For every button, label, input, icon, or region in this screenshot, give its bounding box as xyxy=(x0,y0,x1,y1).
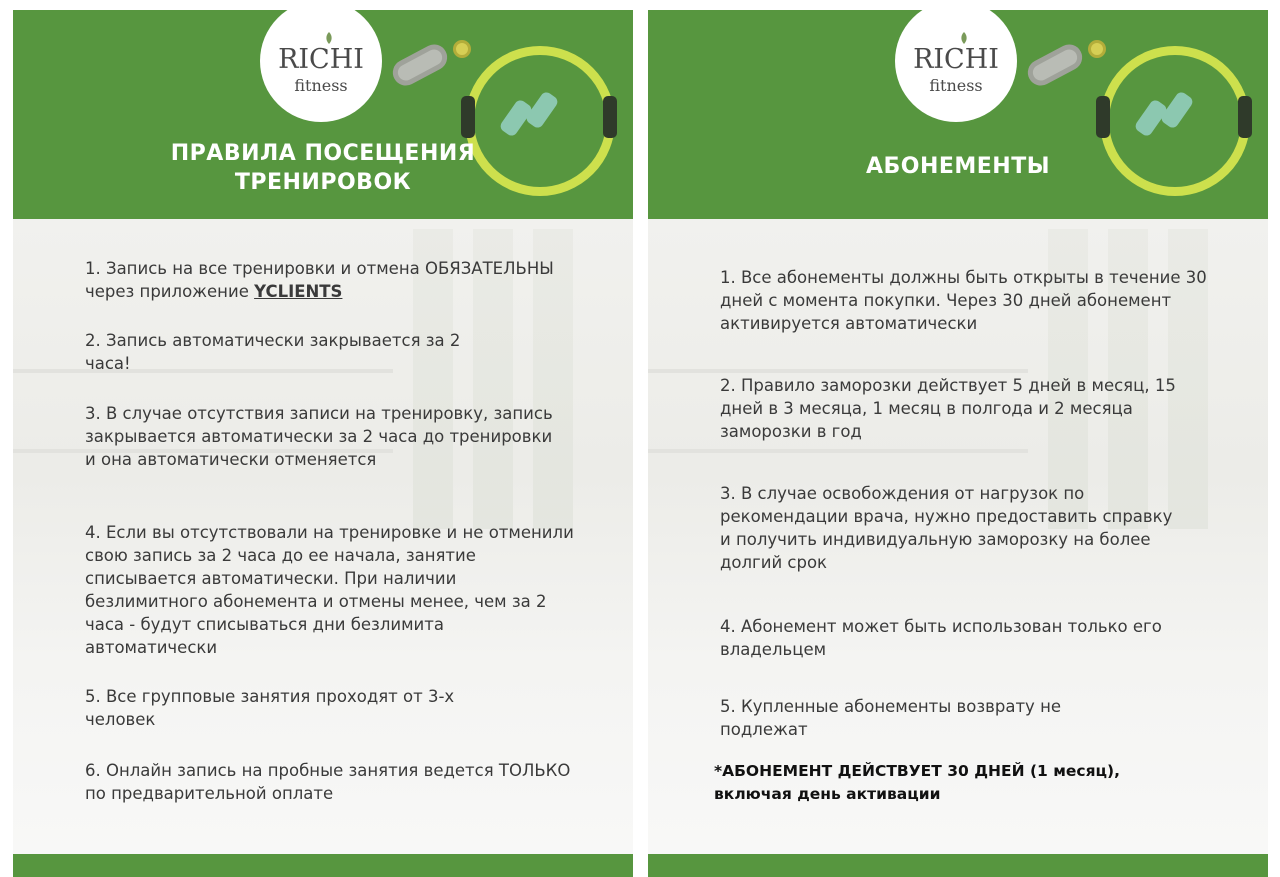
title-line: ПРАВИЛА ПОСЕЩЕНИЯ xyxy=(170,141,476,166)
resistance-band-image xyxy=(388,40,451,90)
brand-name: RICHI xyxy=(913,44,999,75)
leaf-icon xyxy=(959,32,969,44)
rule-item: 6. Онлайн запись на пробные занятия ведется ТОЛЬКО по предварительной оплате xyxy=(85,761,571,803)
ring-handle-image xyxy=(603,96,617,138)
header-banner xyxy=(648,10,1268,219)
leaf-icon xyxy=(324,32,334,44)
note-line: включая день активации xyxy=(714,785,941,803)
shelf-image xyxy=(648,449,1028,453)
page-title: АБОНЕМЕНТЫ xyxy=(865,154,1051,179)
resistance-band-image xyxy=(1023,40,1086,90)
ring-handle-image xyxy=(461,96,475,138)
rule-text: 1. Запись на все тренировки и отмена ОБЯЗАТЕЛЬНЫ через приложение xyxy=(85,259,554,301)
rule-item: 5. Купленные абонементы возврату не подлежат xyxy=(720,697,1062,739)
footer-bar xyxy=(648,854,1268,877)
brand-logo xyxy=(260,10,382,122)
ring-handle-image xyxy=(1096,96,1110,138)
title-line: ТРЕНИРОВОК xyxy=(234,170,412,195)
app-name-link: YCLIENTS xyxy=(254,282,343,301)
rule-item: 3. В случае освобождения от нагрузок по рекомендации врача, нужно предоставить справку и получить индивидуальную заморозку на более долгий срок xyxy=(720,484,1173,572)
ball-image xyxy=(453,40,471,58)
rule-item: 3. В случае отсутствия записи на тренировку, запись закрывается автоматически за 2 часа до тренировки и она автоматически отменяется xyxy=(85,404,553,469)
rule-item: 2. Правило заморозки действует 5 дней в месяц, 15 дней в 3 месяца, 1 месяц в полгода и 2 месяца заморозки в год xyxy=(720,376,1176,441)
brand-subtitle: fitness xyxy=(294,76,348,95)
brand-subtitle: fitness xyxy=(929,76,983,95)
rule-item: 1. Все абонементы должны быть открыты в течение 30 дней с момента покупки. Через 30 дней абонемент активируется автоматически xyxy=(720,268,1207,333)
shelf-image xyxy=(648,369,1028,373)
rule-item xyxy=(85,257,605,303)
ring-handle-image xyxy=(1238,96,1252,138)
ball-image xyxy=(1088,40,1106,58)
brand-logo xyxy=(895,10,1017,122)
brand-name: RICHI xyxy=(278,44,364,75)
footer-bar xyxy=(13,854,633,877)
header-banner xyxy=(13,10,633,219)
note-line: *АБОНЕМЕНТ ДЕЙСТВУЕТ 30 ДНЕЙ (1 месяц), xyxy=(714,762,1120,780)
rules-card xyxy=(13,10,633,877)
rule-item: 5. Все групповые занятия проходят от 3-х человек xyxy=(85,687,455,729)
rule-item: 4. Абонемент может быть использован только его владельцем xyxy=(720,617,1162,659)
subscriptions-card xyxy=(648,10,1268,877)
rule-item: 2. Запись автоматически закрывается за 2 часа! xyxy=(85,331,461,373)
rule-item: 4. Если вы отсутствовали на тренировке и не отменили свою запись за 2 часа до ее начала, занятие списывается автоматически. При наличии безлимитного абонемента и отмены менее, чем за 2 часа - будут списываться дни безлимита автоматически xyxy=(85,523,574,657)
page-title xyxy=(13,139,633,197)
validity-note xyxy=(714,760,1234,806)
